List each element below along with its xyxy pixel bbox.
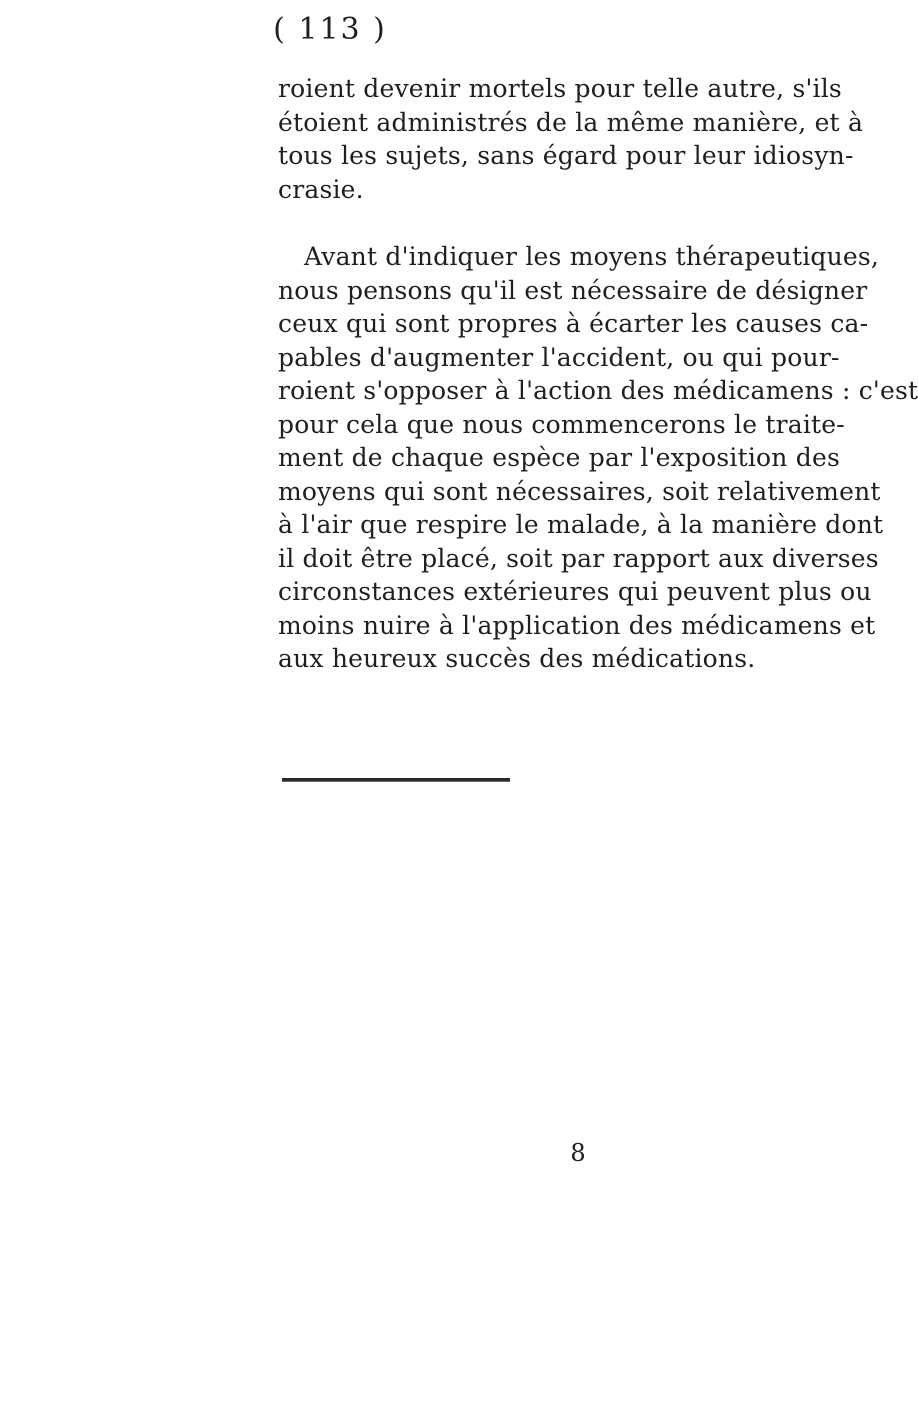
text-line: étoient administrés de la même manière, et à — [278, 107, 864, 137]
text-line: aux heureux succès des médications. — [278, 644, 756, 673]
text-line: moyens qui sont nécessaires, soit relativement — [278, 476, 881, 506]
text-line: roient devenir mortels pour telle autre, s'ils — [278, 74, 842, 103]
text-line: roient s'opposer à l'action des médicamens : c'est — [278, 376, 918, 405]
text-line: il doit être placé, soit par rapport aux diverses — [278, 543, 879, 573]
text-line: Avant d'indiquer les moyens thérapeutiques, — [304, 242, 880, 271]
paragraph-continuation — [278, 72, 864, 206]
text-line: moins nuire à l'application des médicamens et — [278, 610, 876, 640]
section-divider — [282, 778, 510, 782]
text-line: tous les sujets, sans égard pour leur idiosyn- — [278, 141, 854, 170]
text-line: nous pensons qu'il est nécessaire de désigner — [278, 275, 868, 305]
page-number: ( 113 ) — [273, 12, 387, 47]
signature-mark: 8 — [570, 1139, 586, 1167]
text-line: ment de chaque espèce par l'exposition des — [278, 443, 840, 472]
text-line: ceux qui sont propres à écarter les causes ca- — [278, 309, 869, 338]
text-line: à l'air que respire le malade, à la manière dont — [278, 510, 884, 539]
text-line: pables d'augmenter l'accident, ou qui pour- — [278, 342, 840, 372]
text-line: crasie. — [278, 174, 364, 204]
text-line: pour cela que nous commencerons le traite- — [278, 409, 845, 439]
paragraph-therapeutics — [278, 240, 918, 676]
text-line: circonstances extérieures qui peuvent plus ou — [278, 577, 872, 606]
